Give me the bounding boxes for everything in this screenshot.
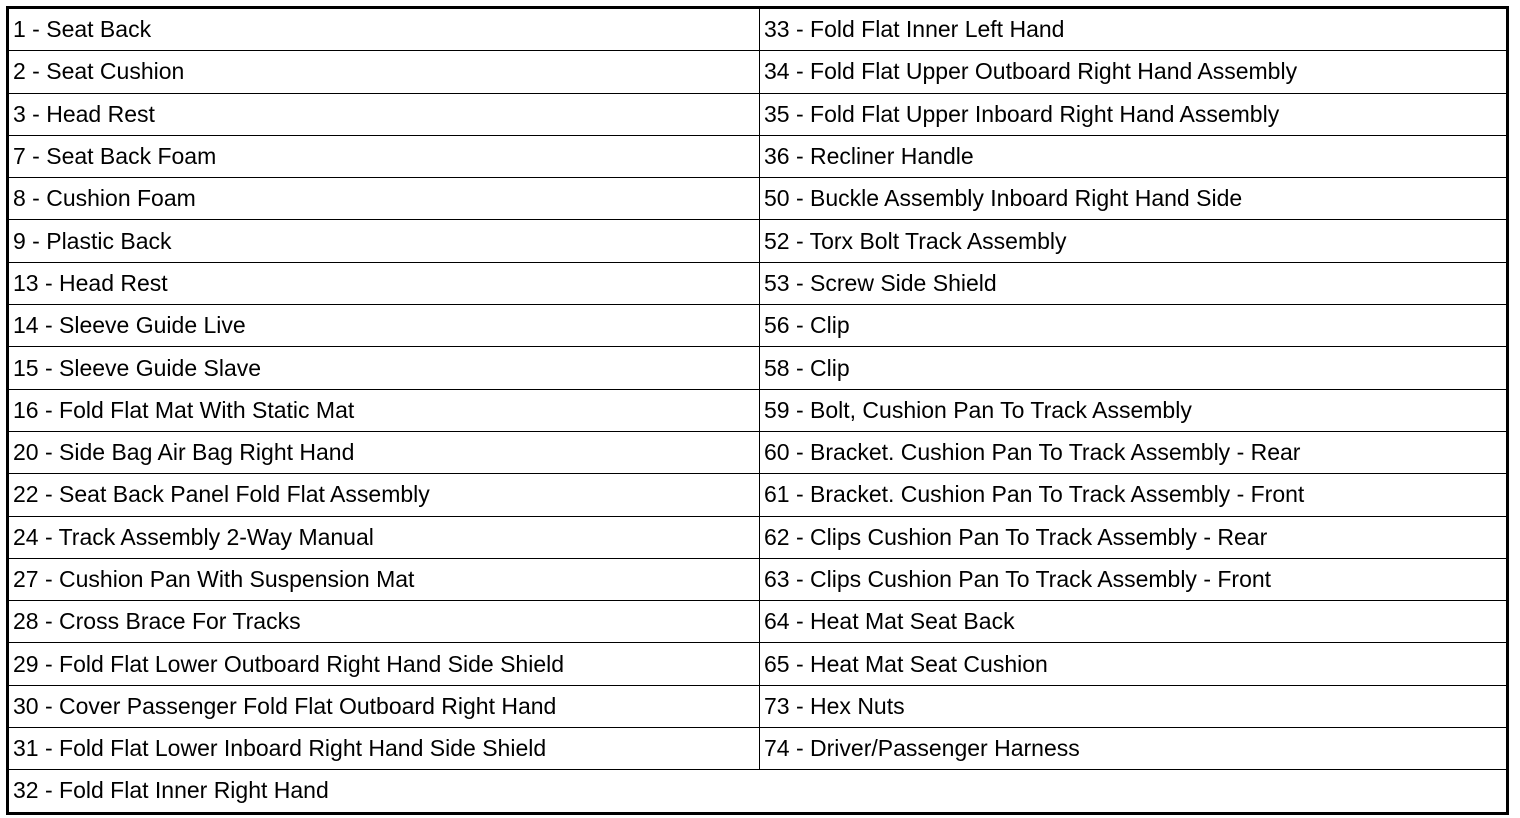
legend-cell-right: 35 - Fold Flat Upper Inboard Right Hand Assembly — [760, 93, 1508, 135]
table-row — [8, 8, 1508, 51]
table-row — [8, 558, 1508, 600]
table-row — [8, 601, 1508, 643]
table-row — [8, 51, 1508, 93]
table-row — [8, 389, 1508, 431]
table-row — [8, 685, 1508, 727]
legend-cell-left: 3 - Head Rest — [8, 93, 760, 135]
legend-cell-left: 2 - Seat Cushion — [8, 51, 760, 93]
legend-cell-right: 36 - Recliner Handle — [760, 135, 1508, 177]
legend-cell-left: 20 - Side Bag Air Bag Right Hand — [8, 431, 760, 473]
legend-cell-right: 58 - Clip — [760, 347, 1508, 389]
table-row — [8, 347, 1508, 389]
legend-cell-left: 7 - Seat Back Foam — [8, 135, 760, 177]
legend-cell-right: 61 - Bracket. Cushion Pan To Track Assembly - Front — [760, 474, 1508, 516]
legend-cell-right: 60 - Bracket. Cushion Pan To Track Assembly - Rear — [760, 431, 1508, 473]
legend-cell-left: 9 - Plastic Back — [8, 220, 760, 262]
legend-cell-right: 53 - Screw Side Shield — [760, 262, 1508, 304]
table-row — [8, 305, 1508, 347]
table-row — [8, 220, 1508, 262]
legend-cell-right: 62 - Clips Cushion Pan To Track Assembly - Rear — [760, 516, 1508, 558]
table-row — [8, 643, 1508, 685]
legend-cell-right: 33 - Fold Flat Inner Left Hand — [760, 8, 1508, 51]
legend-cell-left: 24 - Track Assembly 2-Way Manual — [8, 516, 760, 558]
legend-cell-left: 27 - Cushion Pan With Suspension Mat — [8, 558, 760, 600]
legend-cell-right: 59 - Bolt, Cushion Pan To Track Assembly — [760, 389, 1508, 431]
legend-cell-right: 63 - Clips Cushion Pan To Track Assembly - Front — [760, 558, 1508, 600]
legend-cell-right: 74 - Driver/Passenger Harness — [760, 728, 1508, 770]
legend-cell-left: 31 - Fold Flat Lower Inboard Right Hand Side Shield — [8, 728, 760, 770]
legend-cell-right: 52 - Torx Bolt Track Assembly — [760, 220, 1508, 262]
legend-cell-left: 1 - Seat Back — [8, 8, 760, 51]
parts-legend-table — [6, 6, 1509, 815]
table-row — [8, 770, 1508, 813]
legend-cell-left: 13 - Head Rest — [8, 262, 760, 304]
legend-cell-right: 64 - Heat Mat Seat Back — [760, 601, 1508, 643]
legend-cell-left: 14 - Sleeve Guide Live — [8, 305, 760, 347]
legend-cell-right: 34 - Fold Flat Upper Outboard Right Hand Assembly — [760, 51, 1508, 93]
legend-cell-right: 50 - Buckle Assembly Inboard Right Hand Side — [760, 178, 1508, 220]
table-row — [8, 431, 1508, 473]
legend-cell-left: 16 - Fold Flat Mat With Static Mat — [8, 389, 760, 431]
legend-cell-left: 15 - Sleeve Guide Slave — [8, 347, 760, 389]
legend-cell-full: 32 - Fold Flat Inner Right Hand — [8, 770, 1508, 813]
legend-cell-left: 30 - Cover Passenger Fold Flat Outboard Right Hand — [8, 685, 760, 727]
legend-cell-right: 65 - Heat Mat Seat Cushion — [760, 643, 1508, 685]
legend-cell-right: 56 - Clip — [760, 305, 1508, 347]
legend-cell-right: 73 - Hex Nuts — [760, 685, 1508, 727]
legend-cell-left: 22 - Seat Back Panel Fold Flat Assembly — [8, 474, 760, 516]
parts-legend-body — [8, 8, 1508, 814]
legend-cell-left: 29 - Fold Flat Lower Outboard Right Hand Side Shield — [8, 643, 760, 685]
legend-cell-left: 28 - Cross Brace For Tracks — [8, 601, 760, 643]
table-row — [8, 728, 1508, 770]
table-row — [8, 262, 1508, 304]
table-row — [8, 474, 1508, 516]
table-row — [8, 93, 1508, 135]
table-row — [8, 516, 1508, 558]
table-row — [8, 178, 1508, 220]
table-row — [8, 135, 1508, 177]
legend-cell-left: 8 - Cushion Foam — [8, 178, 760, 220]
